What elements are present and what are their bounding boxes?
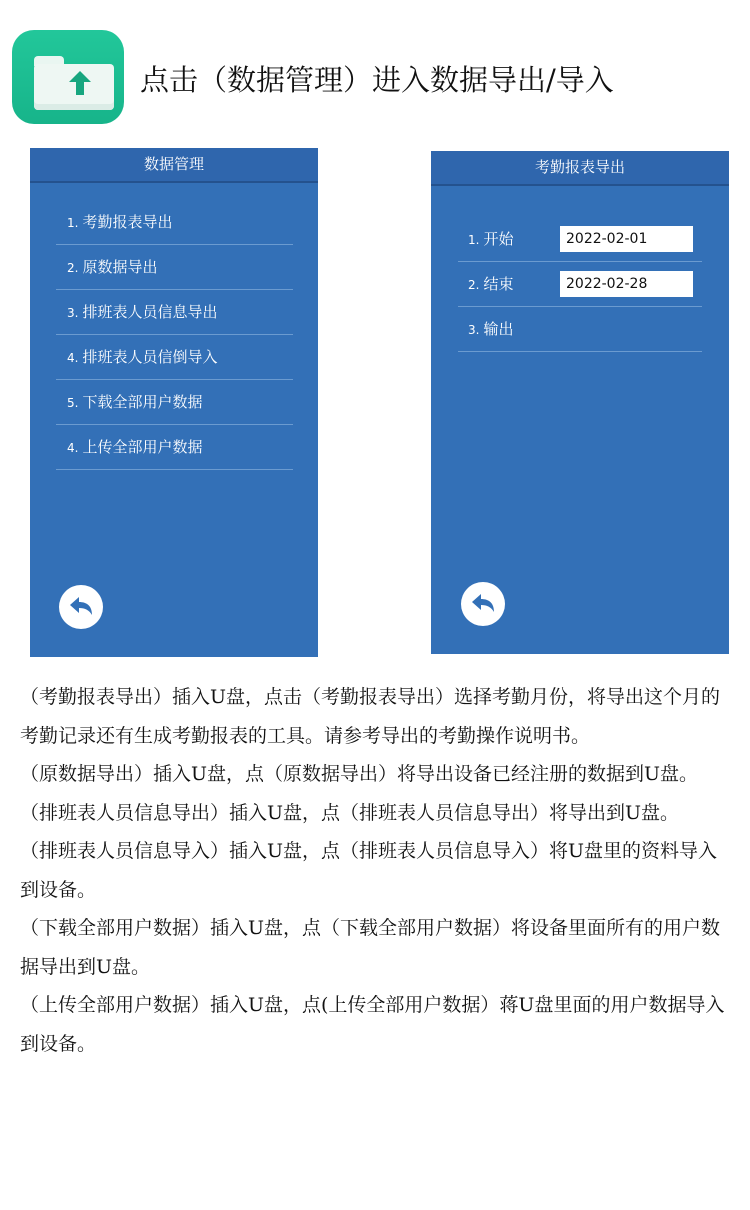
up-arrow-icon	[66, 68, 94, 98]
start-date-input[interactable]	[560, 226, 693, 252]
back-arrow-icon	[68, 595, 94, 619]
folder-upload-icon	[12, 30, 124, 124]
menu-item-schedule-import[interactable]	[56, 335, 293, 380]
end-date-row	[458, 262, 702, 307]
menu-item-label: 上传全部用户数据	[82, 438, 203, 456]
menu-item-attendance-report-export[interactable]	[56, 200, 293, 245]
instruction-paragraph: （下载全部用户数据）插入U盘，点（下载全部用户数据）将设备里面所有的用户数据导出到U盘。	[20, 917, 721, 978]
menu-item-number: 3.	[67, 306, 79, 320]
back-arrow-icon	[470, 592, 496, 616]
back-button[interactable]	[461, 582, 505, 626]
instruction-paragraph: （上传全部用户数据）插入U盘，点(上传全部用户数据）蒋U盘里面的用户数据导入到设备。	[20, 994, 725, 1055]
menu-item-number: 2.	[67, 261, 79, 275]
attendance-export-screen	[431, 151, 729, 654]
row-number: 3.	[468, 323, 480, 337]
end-date-input[interactable]	[560, 271, 693, 297]
instruction-paragraph: （排班表人员信息导出）插入U盘，点（排班表人员信息导出）将导出到U盘。	[20, 801, 680, 824]
menu-item-schedule-export[interactable]	[56, 290, 293, 335]
instruction-paragraph: （排班表人员信息导入）插入U盘，点（排班表人员信息导入）将U盘里的资料导入到设备。	[20, 840, 718, 901]
menu-item-label: 下载全部用户数据	[82, 393, 203, 411]
back-button[interactable]	[59, 585, 103, 629]
menu-item-number: 4.	[67, 351, 79, 365]
menu-item-label: 排班表人员信息导出	[82, 303, 218, 321]
page-title: 点击（数据管理）进入数据导出/导入	[140, 63, 614, 97]
menu-item-label: 考勤报表导出	[82, 213, 173, 231]
data-menu	[56, 200, 293, 470]
screen-title: 考勤报表导出	[431, 151, 729, 184]
menu-item-number: 1.	[67, 216, 79, 230]
output-row[interactable]	[458, 307, 702, 352]
screen-title: 数据管理	[30, 148, 318, 181]
row-number: 1.	[468, 233, 480, 247]
instruction-paragraph: （原数据导出）插入U盘，点（原数据导出）将导出设备已经注册的数据到U盘。	[20, 763, 699, 785]
instructions	[20, 678, 732, 1063]
menu-item-upload-users[interactable]	[56, 425, 293, 470]
menu-item-number: 4.	[67, 441, 79, 455]
output-label: 输出	[483, 320, 514, 338]
start-label: 开始	[483, 230, 514, 248]
menu-item-label: 原数据导出	[82, 258, 158, 276]
start-date-row	[458, 217, 702, 262]
instruction-paragraph: （考勤报表导出）插入U盘，点击（考勤报表导出）选择考勤月份，将导出这个月的考勤记录还有生成考勤报表的工具。请参考导出的考勤操作说明书。	[20, 686, 721, 747]
menu-item-label: 排班表人员信倒导入	[82, 348, 218, 366]
export-form	[458, 217, 702, 352]
menu-item-raw-data-export[interactable]	[56, 245, 293, 290]
end-label: 结束	[483, 275, 514, 293]
menu-item-download-users[interactable]	[56, 380, 293, 425]
data-management-screen	[30, 148, 318, 657]
menu-item-number: 5.	[67, 396, 79, 410]
row-number: 2.	[468, 278, 480, 292]
